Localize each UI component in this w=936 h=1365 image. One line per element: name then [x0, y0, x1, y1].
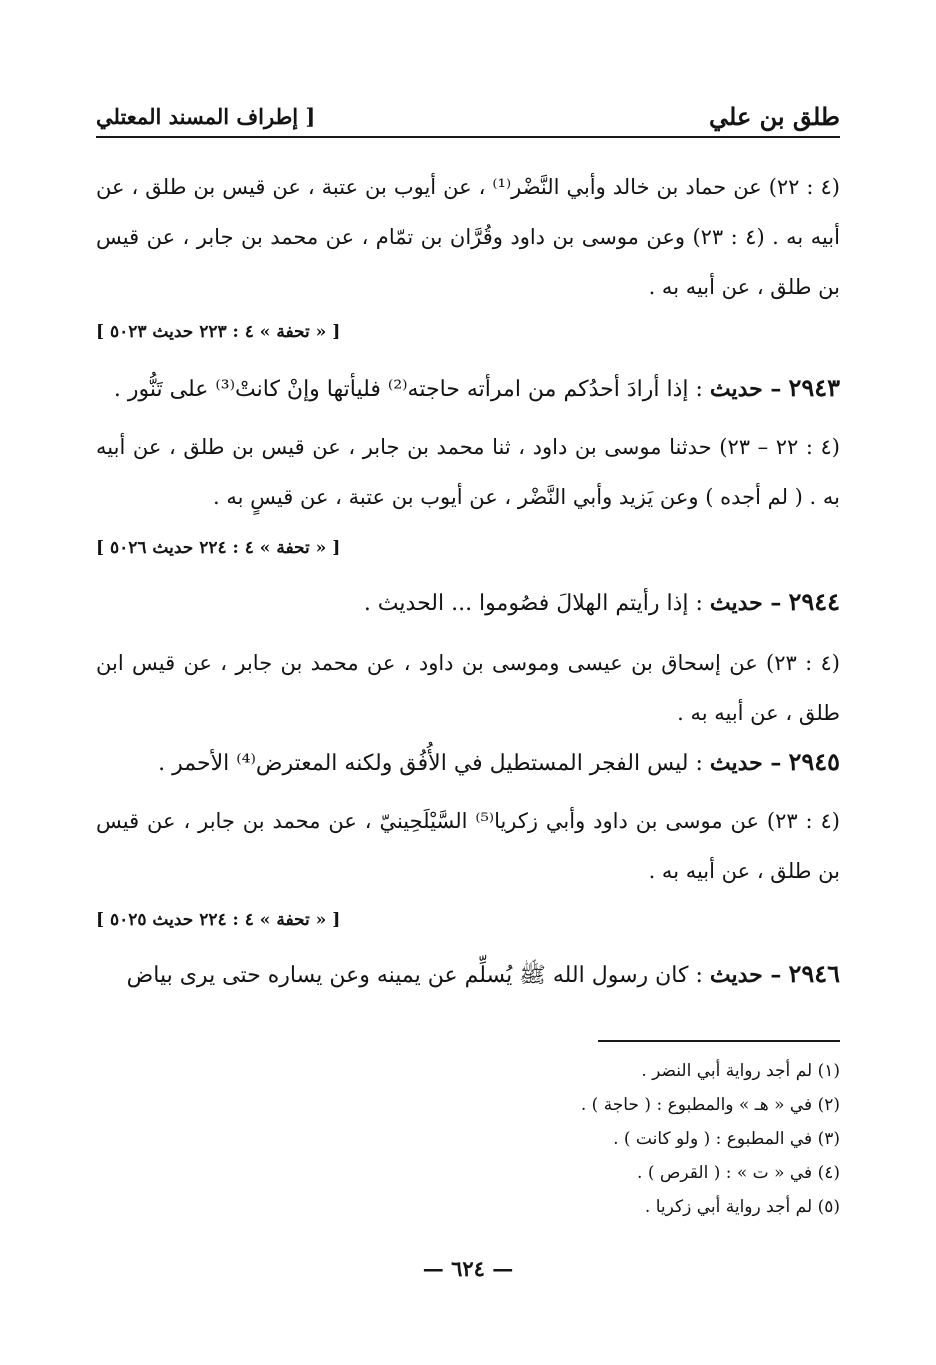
- page: [96, 0, 840, 1365]
- chain-paragraph-4: (٤ : ٢٣) عن موسى بن داود وأبي زكريا⁽⁵⁾ السَّيْلَحِينيّ ، عن محمد بن جابر ، عن قيس بن طلق ، عن أبيه به .: [96, 809, 840, 883]
- tuhfa-reference-3: [96, 910, 840, 930]
- hadith-2943: [96, 368, 840, 410]
- running-header: [96, 100, 840, 138]
- hadith-number: ٢٩٤٥: [788, 747, 840, 776]
- tuhfa-reference-text: [ « تحفة » ٤ : ٢٢٤ حديث ٥٠٢٥ ]: [96, 910, 341, 930]
- hadith-2946: [96, 954, 840, 996]
- footnote-5: (٥) لم أجد رواية أبي زكريا .: [644, 1197, 840, 1217]
- tuhfa-reference-text: [ « تحفة » ٤ : ٢٢٤ حديث ٥٠٢٦ ]: [96, 538, 341, 558]
- hadith-label: – حديث: [709, 962, 782, 988]
- header-author: طلق بن علي: [709, 102, 840, 131]
- chain-paragraph-2: (٤ : ٢٢ – ٢٣) حدثنا موسى بن داود ، ثنا محمد بن جابر ، عن قيس بن طلق ، عن أبيه به . ( لم أجده ) وعن يَزيد وأبي النَّضْر ، عن أيوب بن عتبة ، عن قيسٍ به .: [96, 435, 840, 509]
- hadith-number: ٢٩٤٣: [788, 373, 840, 402]
- footnote-1: (١) لم أجد رواية أبي النضر .: [641, 1061, 840, 1081]
- hadith-text: : إذا رأيتم الهلالَ فصُوموا ... الحديث .: [363, 591, 703, 616]
- hadith-number: ٢٩٤٦: [788, 959, 840, 988]
- hadith-text: : ليس الفجر المستطيل في الأُفُق ولكنه المعترض⁽⁴⁾ الأحمر .: [158, 751, 703, 776]
- chain-paragraph-3: (٤ : ٢٣) عن إسحاق بن عيسى وموسى بن داود ، عن محمد بن جابر ، عن قيس ابن طلق ، عن أبيه به .: [96, 651, 840, 725]
- tuhfa-reference-1: [96, 322, 840, 342]
- hadith-text: : إذا أرادَ أحدُكم من امرأته حاجته⁽²⁾ فليأتها وإنْ كانتْ⁽³⁾ على تَنُّور .: [113, 377, 703, 402]
- footnote-3: (٣) في المطبوع : ( ولو كانت ) .: [613, 1129, 840, 1149]
- hadith-text: : كان رسول الله ﷺ يُسلِّم عن يمينه وعن يساره حتى يرى بياض: [126, 963, 703, 988]
- hadith-label: – حديث: [709, 376, 782, 402]
- chain-paragraph-1: (٤ : ٢٢) عن حماد بن خالد وأبي النَّضْر⁽¹⁾ ، عن أيوب بن عتبة ، عن قيس بن طلق ، عن أبيه به . (٤ : ٢٣) وعن موسى بن داود وقُرَّان بن تمّام ، عن محمد بن جابر ، عن قيس بن طلق ، عن أبيه به .: [96, 175, 840, 299]
- hadith-2945: [96, 742, 840, 784]
- hadith-label: – حديث: [709, 590, 782, 616]
- page-number: — ٦٢٤ —: [422, 1256, 514, 1281]
- footnote-2: (٢) في « هـ » والمطبوع : ( حاجة ) .: [580, 1095, 840, 1115]
- footnote-separator: [598, 1040, 840, 1042]
- tuhfa-reference-text: [ « تحفة » ٤ : ٢٢٣ حديث ٥٠٢٣ ]: [96, 322, 341, 342]
- hadith-number: ٢٩٤٤: [788, 587, 840, 616]
- hadith-2944: [96, 582, 840, 624]
- tuhfa-reference-2: [96, 538, 840, 558]
- hadith-label: – حديث: [709, 750, 782, 776]
- header-book-title: [ إطراف المسند المعتلي: [96, 104, 316, 129]
- footnotes: [96, 1054, 840, 1224]
- footnote-4: (٤) في « ت » : ( القرص ) .: [637, 1163, 840, 1183]
